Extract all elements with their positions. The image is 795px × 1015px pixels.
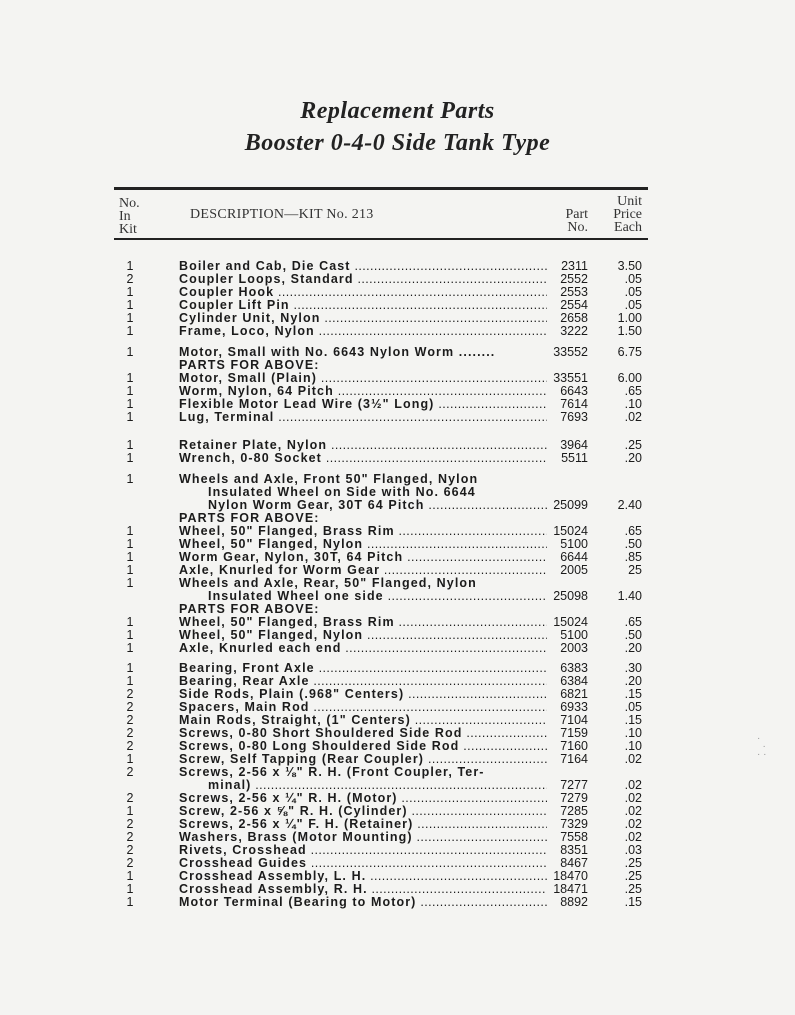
header-part-no-line: No. — [567, 220, 588, 235]
part-description: Crosshead Assembly, R. H. ..... — [179, 882, 547, 896]
header-no-line: No. — [119, 196, 140, 211]
part-description: Screws, 2-56 x ¼" F. H. (Retainer) ..... — [179, 817, 547, 831]
part-number: 7277 — [560, 778, 588, 792]
part-description: Wheels and Axle, Front 50" Flanged, Nylon — [179, 472, 479, 486]
parts-row — [0, 498, 795, 512]
unit-price: 6.75 — [617, 345, 642, 359]
parts-row — [0, 641, 795, 655]
parts-row — [0, 589, 795, 603]
unit-price: .02 — [624, 752, 642, 766]
parts-row — [0, 472, 795, 486]
part-description: Coupler Hook ..... — [179, 285, 547, 299]
parts-row — [0, 410, 795, 424]
qty-in-kit: 1 — [126, 285, 134, 299]
part-number: 18471 — [553, 882, 588, 896]
parts-row — [0, 345, 795, 359]
parts-row — [0, 285, 795, 299]
part-description: Bearing, Front Axle ..... — [179, 661, 547, 675]
part-number: 2005 — [560, 563, 588, 577]
parts-row — [0, 804, 795, 818]
part-number: 6821 — [560, 687, 588, 701]
part-number: 8892 — [560, 895, 588, 909]
unit-price: .30 — [624, 661, 642, 675]
parts-row — [0, 272, 795, 286]
part-number: 8351 — [560, 843, 588, 857]
parts-row — [0, 511, 795, 525]
part-description: Washers, Brass (Motor Mounting) ..... — [179, 830, 547, 844]
part-number: 6643 — [560, 384, 588, 398]
parts-row — [0, 674, 795, 688]
header-part-no — [548, 208, 588, 234]
unit-price: .02 — [624, 817, 642, 831]
part-description: Main Rods, Straight, (1" Centers) ..... — [179, 713, 547, 727]
parts-row — [0, 384, 795, 398]
qty-in-kit: 1 — [126, 882, 134, 896]
part-description: Wheel, 50" Flanged, Brass Rim ..... — [179, 524, 547, 538]
qty-in-kit: 2 — [126, 700, 134, 714]
parts-row — [0, 739, 795, 753]
unit-price: .15 — [624, 895, 642, 909]
part-number: 6383 — [560, 661, 588, 675]
parts-row — [0, 700, 795, 714]
part-description: Boiler and Cab, Die Cast ..... — [179, 259, 547, 273]
part-description: PARTS FOR ABOVE: — [179, 602, 320, 616]
unit-price: .50 — [624, 628, 642, 642]
part-number: 6644 — [560, 550, 588, 564]
part-number: 7693 — [560, 410, 588, 424]
qty-in-kit: 1 — [126, 384, 134, 398]
part-number: 3964 — [560, 438, 588, 452]
part-description: PARTS FOR ABOVE: — [179, 358, 320, 372]
part-description: Cylinder Unit, Nylon ..... — [179, 311, 547, 325]
part-description: Screws, 2-56 x ⅛" R. H. (Front Coupler, Ter- — [179, 765, 485, 779]
parts-row — [0, 358, 795, 372]
part-description: Insulated Wheel one side ..... — [208, 589, 547, 603]
part-number: 7558 — [560, 830, 588, 844]
parts-row — [0, 451, 795, 465]
unit-price: .10 — [624, 726, 642, 740]
part-number: 2552 — [560, 272, 588, 286]
page-subtitle: Booster 0-4-0 Side Tank Type — [244, 130, 551, 156]
parts-row — [0, 298, 795, 312]
part-number: 7614 — [560, 397, 588, 411]
part-description: minal) ..... — [208, 778, 547, 792]
unit-price: 6.00 — [617, 371, 642, 385]
part-number: 5511 — [561, 451, 588, 465]
part-number: 7279 — [560, 791, 588, 805]
part-number: 6933 — [560, 700, 588, 714]
part-number: 18470 — [553, 869, 588, 883]
parts-row — [0, 882, 795, 896]
header-kit-line: Kit — [119, 222, 137, 237]
part-description: PARTS FOR ABOVE: — [179, 511, 320, 525]
qty-in-kit: 1 — [126, 472, 134, 486]
part-number: 15024 — [553, 524, 588, 538]
parts-row — [0, 628, 795, 642]
unit-price: .50 — [624, 537, 642, 551]
parts-row — [0, 602, 795, 616]
qty-in-kit: 1 — [126, 641, 134, 655]
qty-in-kit: 1 — [126, 869, 134, 883]
qty-in-kit: 1 — [126, 576, 134, 590]
unit-price: .15 — [624, 713, 642, 727]
unit-price: .10 — [624, 739, 642, 753]
qty-in-kit: 1 — [126, 311, 134, 325]
unit-price: .25 — [624, 438, 642, 452]
part-description: Coupler Loops, Standard ..... — [179, 272, 547, 286]
part-number: 2311 — [561, 259, 588, 273]
qty-in-kit: 1 — [126, 410, 134, 424]
qty-in-kit: 1 — [126, 615, 134, 629]
qty-in-kit: 2 — [126, 765, 134, 779]
parts-row — [0, 713, 795, 727]
unit-price: .02 — [624, 778, 642, 792]
qty-in-kit: 2 — [126, 817, 134, 831]
part-description: Motor, Small (Plain) ..... — [179, 371, 547, 385]
part-description: Coupler Lift Pin ..... — [179, 298, 547, 312]
part-description: Nylon Worm Gear, 30T 64 Pitch ..... — [208, 498, 547, 512]
part-description: Screws, 0-80 Long Shouldered Side Rod ..... — [179, 739, 547, 753]
part-description: Bearing, Rear Axle ..... — [179, 674, 547, 688]
qty-in-kit: 1 — [126, 563, 134, 577]
parts-row — [0, 324, 795, 338]
unit-price: 1.40 — [617, 589, 642, 603]
part-number: 3222 — [560, 324, 588, 338]
unit-price: 25 — [628, 563, 642, 577]
header-part-line: Part — [565, 207, 588, 222]
unit-price: .20 — [624, 451, 642, 465]
part-description: Retainer Plate, Nylon ..... — [179, 438, 547, 452]
parts-row — [0, 843, 795, 857]
part-number: 7164 — [560, 752, 588, 766]
qty-in-kit: 2 — [126, 843, 134, 857]
unit-price: .02 — [624, 804, 642, 818]
unit-price: .25 — [624, 856, 642, 870]
part-number: 5100 — [560, 628, 588, 642]
part-number: 25099 — [553, 498, 588, 512]
unit-price: .02 — [624, 830, 642, 844]
part-description: Worm Gear, Nylon, 30T, 64 Pitch ..... — [179, 550, 547, 564]
qty-in-kit: 1 — [126, 371, 134, 385]
header-top-rule — [114, 187, 648, 190]
header-price-line: Price — [613, 207, 642, 222]
part-description: Axle, Knurled for Worm Gear ..... — [179, 563, 547, 577]
header-in-line: In — [119, 209, 131, 224]
qty-in-kit: 2 — [126, 726, 134, 740]
part-description: Screw, 2-56 x ⅝" R. H. (Cylinder) ..... — [179, 804, 547, 818]
header-unit-price — [596, 195, 642, 234]
parts-row — [0, 856, 795, 870]
qty-in-kit: 2 — [126, 830, 134, 844]
qty-in-kit: 1 — [126, 895, 134, 909]
parts-row — [0, 752, 795, 766]
qty-in-kit: 1 — [126, 259, 134, 273]
part-number: 2554 — [560, 298, 588, 312]
qty-in-kit: 1 — [126, 628, 134, 642]
parts-row — [0, 687, 795, 701]
qty-in-kit: 1 — [126, 674, 134, 688]
part-number: 7329 — [560, 817, 588, 831]
part-description: Crosshead Guides ..... — [179, 856, 547, 870]
part-description: Motor, Small with No. 6643 Nylon Worm ........ — [179, 345, 496, 359]
part-number: 5100 — [560, 537, 588, 551]
parts-row — [0, 397, 795, 411]
parts-row — [0, 259, 795, 273]
part-number: 33551 — [553, 371, 588, 385]
parts-row — [0, 615, 795, 629]
page-title: Replacement Parts — [300, 98, 495, 124]
qty-in-kit: 1 — [126, 804, 134, 818]
qty-in-kit: 1 — [126, 345, 134, 359]
part-description: Crosshead Assembly, L. H. ..... — [179, 869, 547, 883]
header-bottom-rule — [114, 238, 648, 240]
part-number: 7159 — [560, 726, 588, 740]
part-description: Screw, Self Tapping (Rear Coupler) ..... — [179, 752, 547, 766]
part-description: Spacers, Main Rod ..... — [179, 700, 547, 714]
part-description: Wheel, 50" Flanged, Nylon ..... — [179, 537, 547, 551]
unit-price: .15 — [624, 687, 642, 701]
header-each-line: Each — [614, 220, 642, 235]
parts-row — [0, 817, 795, 831]
qty-in-kit: 2 — [126, 739, 134, 753]
unit-price: .65 — [624, 615, 642, 629]
part-description: Screws, 0-80 Short Shouldered Side Rod ..... — [179, 726, 547, 740]
page-speck-marks: · · · · — [757, 733, 767, 760]
part-description: Lug, Terminal ..... — [179, 410, 547, 424]
unit-price: .25 — [624, 882, 642, 896]
part-description: Wheel, 50" Flanged, Nylon ..... — [179, 628, 547, 642]
unit-price: .20 — [624, 641, 642, 655]
unit-price: .03 — [624, 843, 642, 857]
qty-in-kit: 1 — [126, 298, 134, 312]
part-number: 7160 — [560, 739, 588, 753]
unit-price: 1.00 — [617, 311, 642, 325]
part-number: 7285 — [560, 804, 588, 818]
part-description: Wheels and Axle, Rear, 50" Flanged, Nylon — [179, 576, 477, 590]
unit-price: .02 — [624, 410, 642, 424]
qty-in-kit: 1 — [126, 752, 134, 766]
qty-in-kit: 1 — [126, 550, 134, 564]
part-number: 2553 — [560, 285, 588, 299]
parts-row — [0, 311, 795, 325]
parts-row — [0, 371, 795, 385]
header-unit-line: Unit — [617, 194, 642, 209]
parts-row — [0, 791, 795, 805]
parts-row — [0, 485, 795, 499]
part-number: 7104 — [560, 713, 588, 727]
header-no-in-kit — [119, 197, 159, 236]
part-description: Wrench, 0-80 Socket ..... — [179, 451, 547, 465]
parts-row — [0, 563, 795, 577]
unit-price: 1.50 — [617, 324, 642, 338]
parts-row — [0, 438, 795, 452]
parts-row — [0, 661, 795, 675]
part-description: Flexible Motor Lead Wire (3½" Long) ..... — [179, 397, 547, 411]
part-number: 8467 — [560, 856, 588, 870]
part-description: Insulated Wheel on Side with No. 6644 — [208, 485, 476, 499]
qty-in-kit: 1 — [126, 451, 134, 465]
unit-price: .02 — [624, 791, 642, 805]
unit-price: .25 — [624, 869, 642, 883]
qty-in-kit: 1 — [126, 324, 134, 338]
part-description: Rivets, Crosshead ..... — [179, 843, 547, 857]
part-description: Side Rods, Plain (.968" Centers) ..... — [179, 687, 547, 701]
part-number: 25098 — [553, 589, 588, 603]
qty-in-kit: 1 — [126, 524, 134, 538]
unit-price: .05 — [624, 285, 642, 299]
unit-price: .85 — [624, 550, 642, 564]
qty-in-kit: 2 — [126, 856, 134, 870]
header-description: DESCRIPTION—KIT No. 213 — [190, 207, 374, 222]
parts-row — [0, 576, 795, 590]
parts-row — [0, 895, 795, 909]
parts-row — [0, 765, 795, 779]
unit-price: 3.50 — [617, 259, 642, 273]
parts-row — [0, 726, 795, 740]
qty-in-kit: 1 — [126, 537, 134, 551]
parts-row — [0, 550, 795, 564]
unit-price: .05 — [624, 298, 642, 312]
parts-row — [0, 524, 795, 538]
unit-price: .20 — [624, 674, 642, 688]
parts-row — [0, 537, 795, 551]
unit-price: .10 — [624, 397, 642, 411]
qty-in-kit: 1 — [126, 661, 134, 675]
qty-in-kit: 2 — [126, 687, 134, 701]
part-description: Screws, 2-56 x ¼" R. H. (Motor) ..... — [179, 791, 547, 805]
part-description: Motor Terminal (Bearing to Motor) ..... — [179, 895, 547, 909]
unit-price: .05 — [624, 272, 642, 286]
qty-in-kit: 2 — [126, 272, 134, 286]
unit-price: .05 — [624, 700, 642, 714]
qty-in-kit: 1 — [126, 397, 134, 411]
part-description: Worm, Nylon, 64 Pitch ..... — [179, 384, 547, 398]
qty-in-kit: 1 — [126, 438, 134, 452]
parts-row — [0, 869, 795, 883]
qty-in-kit: 2 — [126, 791, 134, 805]
part-number: 15024 — [553, 615, 588, 629]
part-number: 2003 — [560, 641, 588, 655]
part-number: 6384 — [560, 674, 588, 688]
part-number: 33552 — [553, 345, 588, 359]
parts-row — [0, 778, 795, 792]
unit-price: 2.40 — [617, 498, 642, 512]
part-number: 2658 — [560, 311, 588, 325]
part-description: Axle, Knurled each end ..... — [179, 641, 547, 655]
unit-price: .65 — [624, 384, 642, 398]
part-description: Wheel, 50" Flanged, Brass Rim ..... — [179, 615, 547, 629]
unit-price: .65 — [624, 524, 642, 538]
parts-row — [0, 830, 795, 844]
part-description: Frame, Loco, Nylon ..... — [179, 324, 547, 338]
qty-in-kit: 2 — [126, 713, 134, 727]
